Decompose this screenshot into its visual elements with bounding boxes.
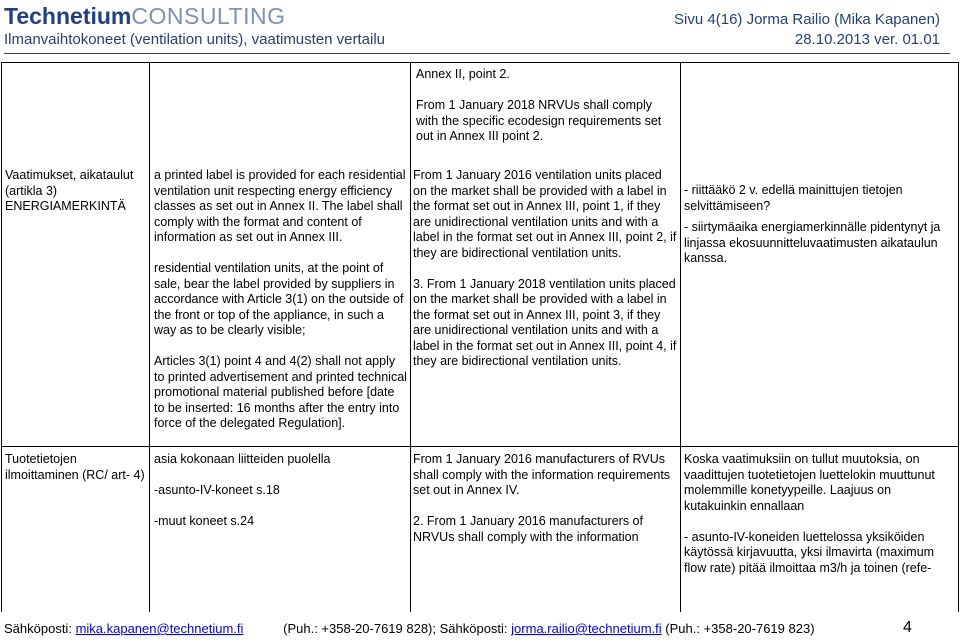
row1-col2-cell (154, 168, 408, 432)
table-left-border (1, 62, 2, 612)
footer (4, 621, 815, 636)
column-divider-1 (149, 62, 150, 612)
row1-col4-cell (684, 183, 956, 267)
column-divider-3 (680, 62, 681, 612)
row1-label-point-of-sale: residential ventilation units, at the point of sale, bear the label provided by suppliers in accordance with Article 3(1) on the outside of the front or top of the appliance, in such a way as to be clearly visible; (154, 261, 404, 337)
row1-articles-exception: Articles 3(1) point 4 and 4(2) shall not apply to printed advertisement and printed technical promotional material published before [date to be inserted: 16 months after the entry into force of the delegated Regulation]. (154, 354, 407, 430)
row2-comment-2: - asunto-IV-koneiden luettelossa yksiköiden käytössä kirjavuutta, yksi ilmavirta (maximum flow rate) pitää ilmoittaa m3/h ja toinen (refe- (684, 529, 935, 575)
date-version: 28.10.2013 ver. 01.01 (794, 31, 940, 48)
row2-rvu-info: From 1 January 2016 manufacturers of RVUs shall comply with the information requirements set out in Annex IV. (413, 452, 671, 497)
row1-comment-2: - siirtymäaika energiamerkinnälle pidentynyt ja linjassa ekosuunnitteluvaatimusten aikataulun kanssa. (684, 220, 941, 265)
logo-consulting: CONSULTING (131, 3, 286, 29)
row0-col3-cell (416, 67, 674, 145)
row1-from-2016: From 1 January 2016 ventilation units placed on the market shall be provided with a label in the format set out in Annex III, point 1, if they are unidirectional ventilation units and with a label in the format set out in Annex III, point 2, if they are bidirectional ventilation units. (413, 168, 677, 260)
row-divider-1 (1, 446, 959, 447)
row2-col2-cell (154, 452, 408, 530)
row1-label-printed: a printed label is provided for each residential ventilation unit respecting energy efficiency classes as set out in Annex II. The label shall comply with the format and content of information as set out in Annex III. (154, 168, 406, 244)
table-top-border (1, 62, 959, 63)
row0-annex-ref: Annex II, point 2. (416, 67, 510, 81)
row2-col4-cell (684, 452, 956, 576)
row1-comment-1: - riittääkö 2 v. edellä mainittujen tietojen selvittämiseen? (684, 183, 903, 213)
header-divider (4, 53, 950, 54)
footer-phone-2: (Puh.: +358-20-7619 823) (665, 621, 815, 636)
row1-from-2018: 3. From 1 January 2018 ventilation units placed on the market shall be provided with a label in the format set out in Annex III, point 3, if they are unidirectional ventilation units and with a label in the format set out in Annex III, point 4, if they are bidirectional ventilation units. (413, 276, 677, 368)
row2-col3-cell (413, 452, 678, 545)
company-logo (4, 3, 285, 29)
column-divider-2 (410, 62, 411, 612)
row2-item-1: asia kokonaan liitteiden puolella (154, 452, 331, 466)
email-link-mika[interactable]: mika.kapanen@technetium.fi (75, 621, 244, 636)
footer-phone-1: (Puh.: +358-20-7619 828); Sähköposti: (283, 621, 508, 636)
logo-technetium: Technetium (4, 3, 132, 29)
page-number: 4 (903, 619, 912, 636)
row1-col1-cell: Vaatimukset, aikataulut (artikla 3) ENERGIAMERKINTÄ (5, 168, 134, 213)
page-info: Sivu 4(16) Jorma Railio (Mika Kapanen) (674, 11, 940, 28)
row2-comment-1: Koska vaatimuksiin on tullut muutoksia, on vaadittujen tuotetietojen luettelokin muuttunut molemmille konetyypeille. Laajuus on kutakuinkin ennallaan (684, 452, 935, 513)
row1-col3-cell (413, 168, 678, 370)
row2-item-3: -muut koneet s.24 (154, 514, 255, 528)
table-right-border (958, 62, 959, 612)
footer-email-label: Sähköposti: (4, 621, 72, 636)
row2-item-2: -asunto-IV-koneet s.18 (154, 483, 280, 497)
row2-nrvu-info: 2. From 1 January 2016 manufacturers of NRVUs shall comply with the information (413, 514, 643, 544)
row0-nrvu-requirement: From 1 January 2018 NRVUs shall comply with the specific ecodesign requirements set out in Annex III point 2. (416, 98, 662, 143)
email-link-jorma[interactable]: jorma.railio@technetium.fi (511, 621, 662, 636)
document-subtitle: Ilmanvaihtokoneet (ventilation units), vaatimusten vertailu (4, 31, 386, 48)
row2-col1-cell: Tuotetietojen ilmoittaminen (RC/ art- 4) (5, 452, 145, 482)
